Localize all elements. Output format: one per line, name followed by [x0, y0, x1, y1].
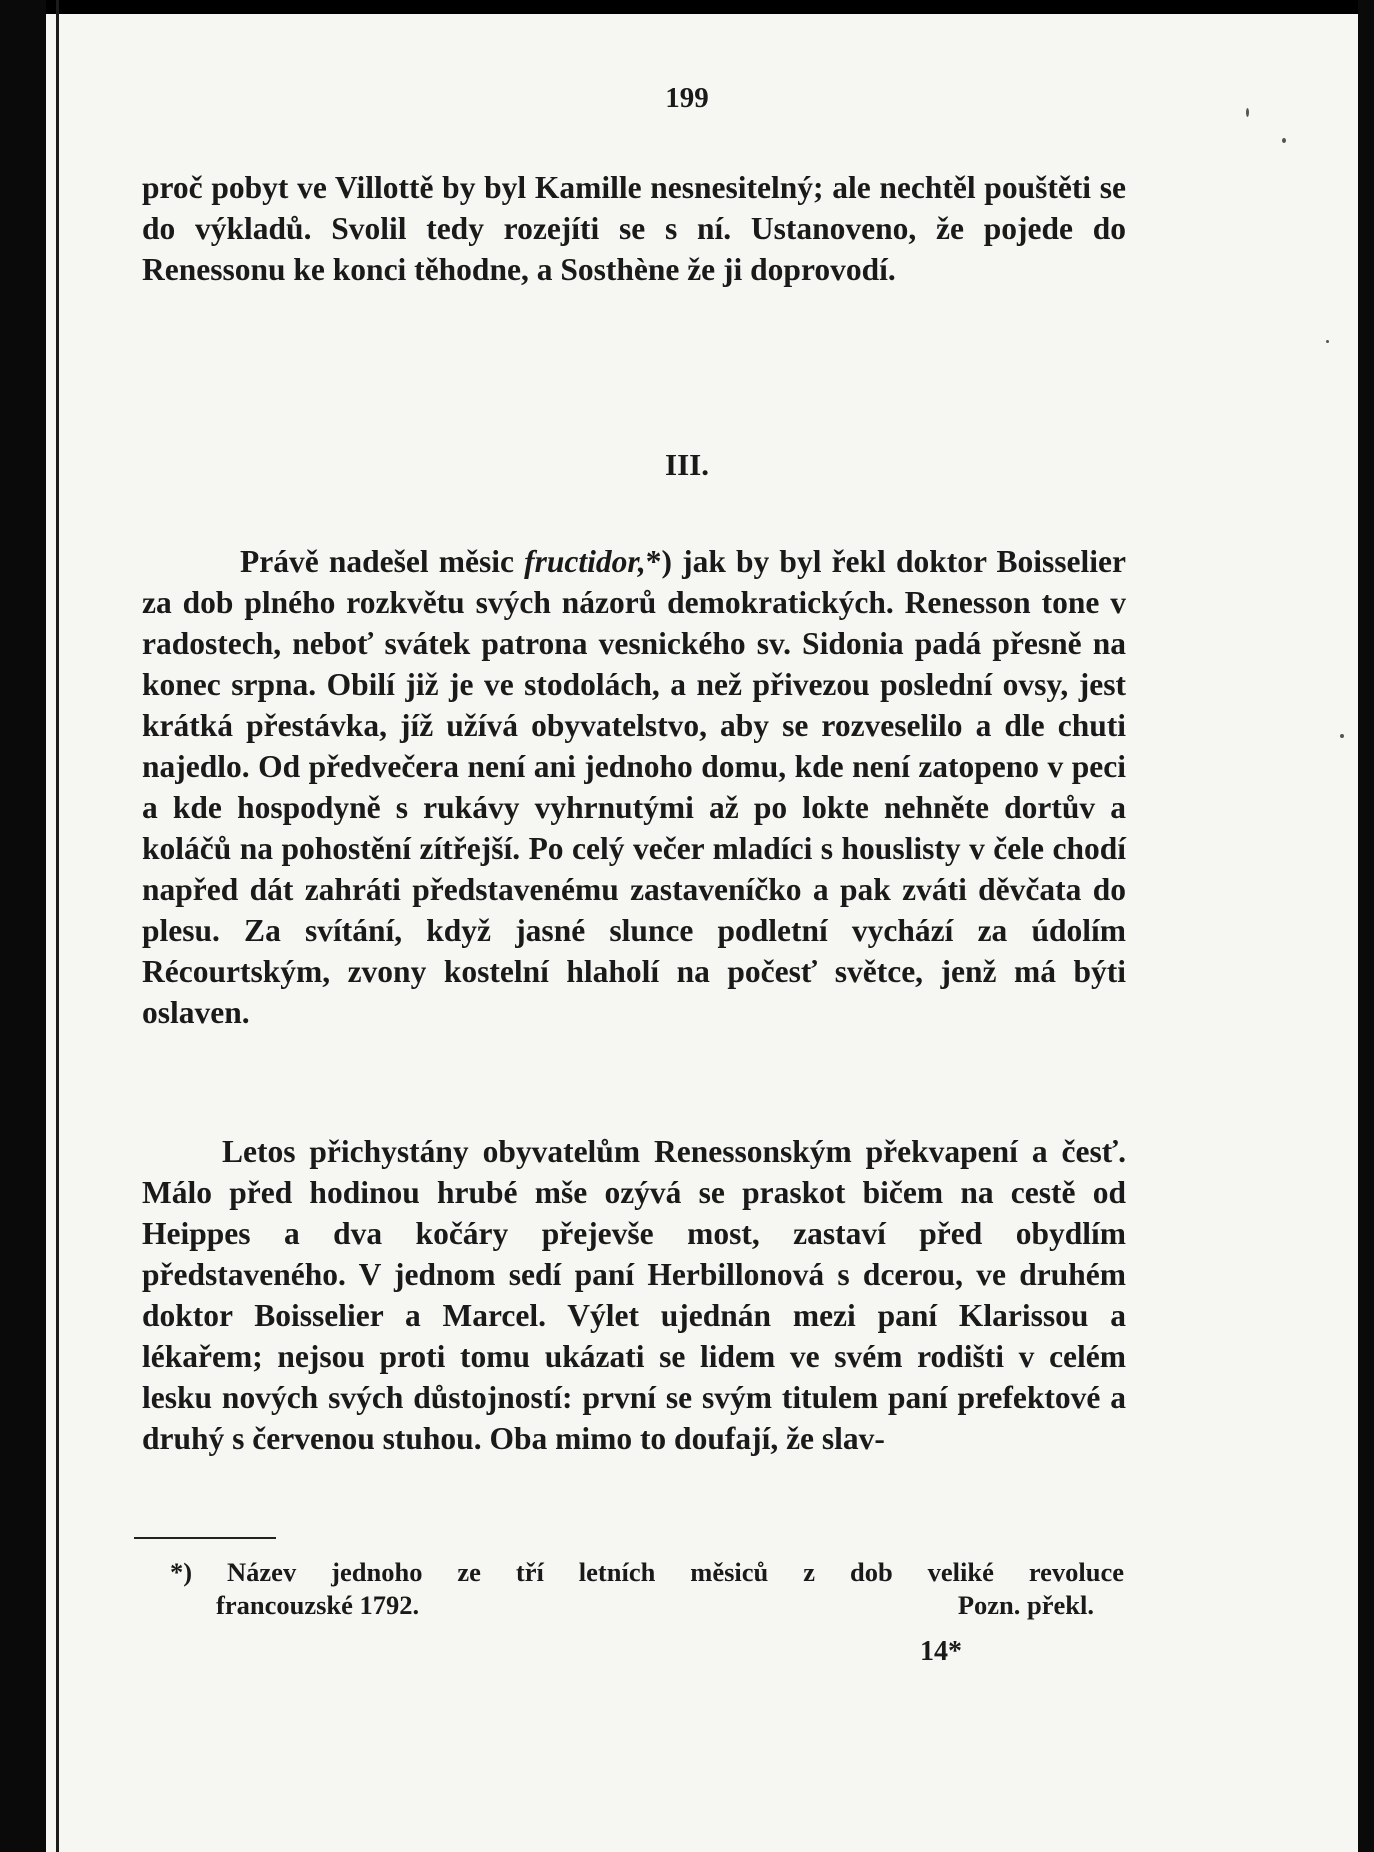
scan-speck [1246, 108, 1249, 117]
paragraph-text: Letos přichystány obyvatelům Renessonským překvapení a česť. Málo před hodinou hrubé mše ozývá se praskot bičem na cestě od Heippes a dva kočáry přejevše most, zastaví před obydlím představeného. V jednom sedí paní Herbillonová s dcerou, ve druhém doktor Boisselier a Marcel. Výlet ujednán mezi paní Klarissou a lékařem; nejsou proti tomu ukázati se lidem ve svém rodišti v celém lesku nových svých důstojností: první se svým titulem paní prefektové a druhý s červenou stuhou. Oba mimo to doufají, že slav- [142, 1134, 1126, 1456]
book-spine-line [56, 0, 59, 1852]
footnote [170, 1556, 1124, 1622]
section-heading: III. [665, 447, 709, 482]
scan-top-border [0, 0, 1374, 14]
footnote-marker: *) [170, 1557, 193, 1587]
scan-speck [1282, 138, 1286, 143]
translator-note: Pozn. překl. [957, 1590, 1094, 1620]
paragraph-text-start: Právě nadešel měsic [240, 544, 525, 579]
paragraph [142, 541, 1126, 1033]
scan-speck [1340, 734, 1344, 738]
footnote-text: Název jednoho ze tří letních měsiců z dob veliké revoluce [227, 1557, 1124, 1587]
paragraph-text: proč pobyt ve Villottě by byl Kamille nesnesitelný; ale nechtěl pouštěti se do výkladů. Svolil tedy rozejíti se s ní. Ustanoveno, že pojede do Renessonu ke konci těhodne, a Sosthène že ji doprovodí. [142, 170, 1126, 287]
footnote-divider [134, 1537, 276, 1539]
scan-right-border [1358, 0, 1374, 1852]
printer-signature-mark: 14* [920, 1636, 962, 1667]
paragraph-text-rest: *) jak by byl řekl doktor Boisselier za dob plného rozkvětu svých názorů demokratických. Renesson tone v radostech, neboť svátek patrona vesnického sv. Sidonia padá přesně na konec srpna. Obilí již je ve stodolách, a než přivezou poslední ovsy, jest krátká přestávka, jíž užívá obyvatelstvo, aby se rozveselilo a dle chuti najedlo. Od předvečera není ani jednoho domu, kde není zatopeno v peci a kde hospodyně s rukávy vyhrnutými až po lokte nehněte dortův a koláčů na pohostění zítřejší. Po celý večer mladíci s houslisty v čele chodí napřed dát zahráti představenému zastaveníčko a pak zváti děvčata do plesu. Za svítání, když jasné slunce podletní vychází za údolím Récourtským, zvony kostelní hlaholí na počesť světce, jenž má býti oslaven. [142, 544, 1126, 1030]
paragraph [142, 1131, 1126, 1459]
scan-left-border [0, 0, 46, 1852]
footnote-text-continued: francouzské 1792. [216, 1590, 420, 1620]
scan-speck [1326, 340, 1329, 343]
italic-term: fructidor, [524, 544, 646, 579]
paragraph-continuation [142, 167, 1126, 290]
page-number: 199 [665, 82, 709, 114]
